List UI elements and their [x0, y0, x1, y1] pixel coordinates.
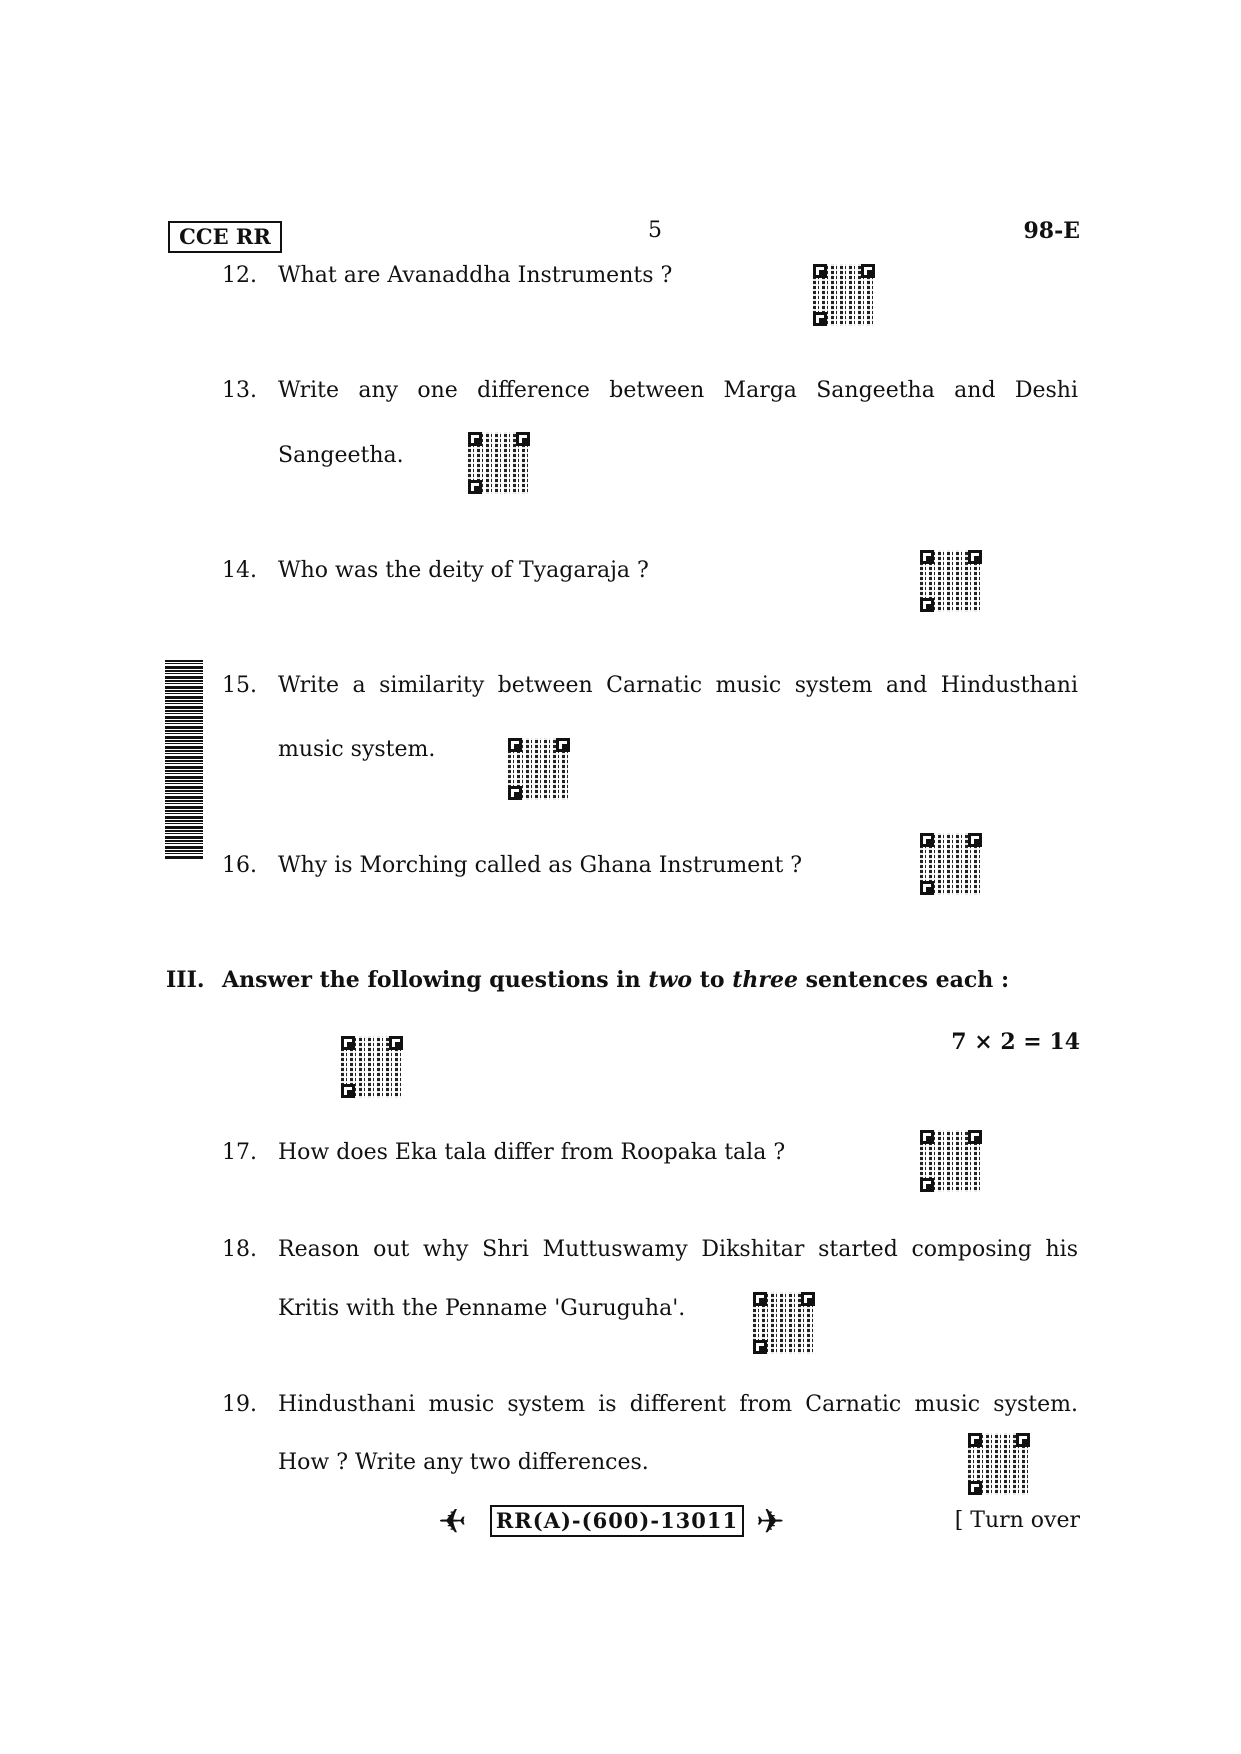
question-17-number: 17.	[222, 1140, 257, 1165]
section-number: III.	[166, 967, 205, 993]
question-13-number: 13.	[222, 378, 257, 403]
question-16-number: 16.	[222, 853, 257, 878]
section-instruction: Answer the following questions in two to three sentences each :	[222, 967, 1010, 993]
qr-code-icon	[753, 1292, 815, 1354]
question-18-number: 18.	[222, 1237, 257, 1262]
turn-over-label: [ Turn over	[954, 1508, 1080, 1533]
qr-code-icon	[920, 1130, 982, 1192]
question-12-number: 12.	[222, 263, 257, 288]
footer-code-box: RR(A)-(600)-13011	[490, 1505, 744, 1537]
question-18-line-2: Kritis with the Penname 'Guruguha'.	[278, 1296, 686, 1321]
question-19-line-2: How ? Write any two differences.	[278, 1450, 649, 1475]
qr-code-icon	[813, 264, 875, 326]
question-13-line-2: Sangeetha.	[278, 443, 404, 468]
qr-code-icon	[920, 550, 982, 612]
question-15-line-1: Write a similarity between Carnatic music system and Hindusthani	[278, 673, 1078, 698]
question-19-line-1: Hindusthani music system is different from Carnatic music system.	[278, 1392, 1078, 1417]
qr-code-icon	[968, 1433, 1030, 1495]
qr-code-icon	[920, 833, 982, 895]
airplane-right-icon: ✈	[756, 1502, 785, 1542]
question-12-text: What are Avanaddha Instruments ?	[278, 263, 673, 288]
header-code-box: CCE RR	[168, 221, 282, 253]
question-16-text: Why is Morching called as Ghana Instrument ?	[278, 853, 803, 878]
page-number: 5	[648, 218, 662, 243]
qr-code-icon	[341, 1036, 403, 1098]
question-18-line-1: Reason out why Shri Muttuswamy Dikshitar started composing his	[278, 1237, 1078, 1262]
qr-code-icon	[468, 432, 530, 494]
question-15-line-2: music system.	[278, 737, 436, 762]
question-19-number: 19.	[222, 1392, 257, 1417]
section-marks: 7 × 2 = 14	[951, 1029, 1080, 1055]
question-15-number: 15.	[222, 673, 257, 698]
paper-code: 98-E	[1023, 218, 1080, 244]
question-13-line-1: Write any one difference between Marga Sangeetha and Deshi	[278, 378, 1078, 403]
question-14-text: Who was the deity of Tyagaraja ?	[278, 558, 649, 583]
airplane-left-icon: ✈	[438, 1502, 467, 1542]
question-14-number: 14.	[222, 558, 257, 583]
qr-code-icon	[508, 738, 570, 800]
question-17-text: How does Eka tala differ from Roopaka tala ?	[278, 1140, 786, 1165]
side-barcode	[165, 660, 203, 860]
